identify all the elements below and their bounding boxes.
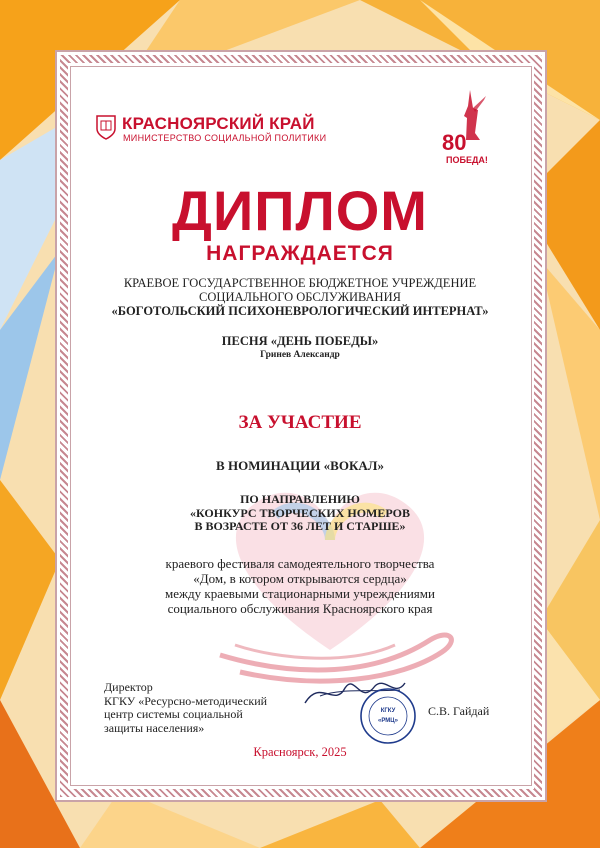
award-text: ЗА УЧАСТИЕ: [238, 412, 362, 433]
org-line-3: «БОГОТОЛЬСКИЙ ПСИХОНЕВРОЛОГИЧЕСКИЙ ИНТЕРНАТ»: [111, 304, 489, 318]
nomination-text: В НОМИНАЦИИ «ВОКАЛ»: [216, 458, 384, 473]
place-date: Красноярск, 2025: [253, 745, 347, 759]
stamp-top-text: КГКУ: [380, 708, 396, 714]
festival-block: [0, 556, 600, 616]
victory-label: ПОБЕДА!: [446, 155, 488, 165]
coat-of-arms-icon: [96, 114, 116, 140]
direction-line-1: ПО НАПРАВЛЕНИЮ: [240, 492, 360, 506]
region-name: КРАСНОЯРСКИЙ КРАЙ: [122, 114, 315, 133]
stamp-center-text: «РМЦ»: [378, 718, 398, 724]
direction-line-3: В ВОЗРАСТЕ ОТ 36 ЛЕТ И СТАРШЕ»: [194, 519, 406, 533]
director-block: [104, 681, 267, 735]
diploma-subtitle: НАГРАЖДАЕТСЯ: [206, 242, 394, 265]
victory-number: 80: [442, 130, 467, 155]
direction-line-2: «КОНКУРС ТВОРЧЕСКИХ НОМЕРОВ: [190, 505, 410, 520]
director-line-3: центр системы социальной: [104, 707, 243, 721]
organization-block: [0, 276, 600, 318]
festival-line-3: между краевыми стационарными учреждениями: [165, 586, 435, 601]
direction-block: [0, 493, 600, 534]
director-line-2: КГКУ «Ресурсно-методический: [104, 693, 268, 708]
director-line-1: Директор: [104, 680, 153, 694]
ministry-name: МИНИСТЕРСТВО СОЦИАЛЬНОЙ ПОЛИТИКИ: [123, 133, 327, 143]
performer-name: Гринев Александр: [260, 350, 340, 360]
signer-name: С.В. Гайдай: [428, 704, 490, 718]
org-line-2: СОЦИАЛЬНОГО ОБСЛУЖИВАНИЯ: [199, 290, 401, 304]
festival-line-4: социального обслуживания Красноярского края: [167, 601, 433, 616]
song-title: ПЕСНЯ «ДЕНЬ ПОБЕДЫ»: [221, 334, 379, 348]
diploma-title: ДИПЛОМ: [172, 179, 428, 242]
official-stamp: [358, 686, 418, 746]
festival-line-2: «Дом, в котором открываются сердца»: [193, 571, 407, 586]
director-line-4: защиты населения»: [104, 720, 205, 735]
festival-line-1: краевого фестиваля самодеятельного творчества: [165, 556, 435, 571]
org-line-1: КРАЕВОЕ ГОСУДАРСТВЕННОЕ БЮДЖЕТНОЕ УЧРЕЖДЕНИЕ: [123, 276, 477, 290]
